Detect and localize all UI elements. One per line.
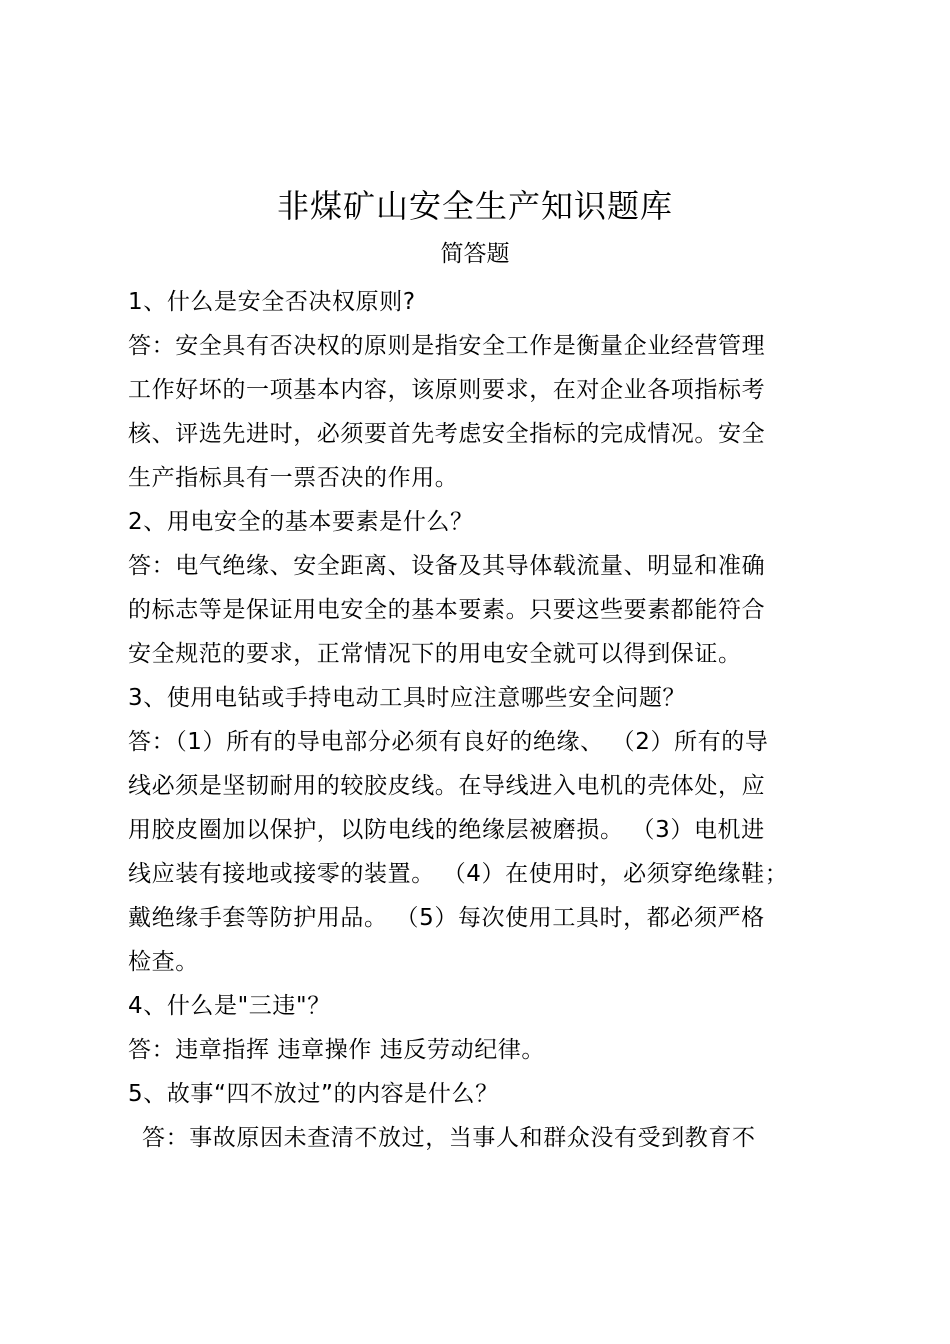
question-1: 1、什么是安全否决权原则?: [128, 289, 416, 315]
section-heading: 简答题: [440, 241, 510, 267]
answer-1-line-4: 生产指标具有一票否决的作用。: [128, 465, 459, 491]
answer-1-line-3: 核、评选先进时，必须要首先考虑安全指标的完成情况。安全: [128, 421, 766, 447]
answer-4-line-1: 答：违章指挥 违章操作 违反劳动纪律。: [128, 1037, 546, 1063]
answer-1-line-2: 工作好坏的一项基本内容，该原则要求，在对企业各项指标考: [128, 377, 766, 403]
answer-2-line-1: 答：电气绝缘、安全距离、设备及其导体载流量、明显和准确: [128, 553, 766, 579]
question-3: 3、使用电钻或手持电动工具时应注意哪些安全问题？: [128, 685, 687, 711]
question-2: 2、用电安全的基本要素是什么？: [128, 509, 474, 535]
answer-5-line-1: 答：事故原因未查清不放过，当事人和群众没有受到教育不: [142, 1125, 756, 1151]
answer-2-line-3: 安全规范的要求，正常情况下的用电安全就可以得到保证。: [128, 641, 742, 667]
answer-1-line-1: 答：安全具有否决权的原则是指安全工作是衡量企业经营管理: [128, 333, 766, 359]
answer-3-line-5: 戴绝缘手套等防护用品。 （5）每次使用工具时，都必须严格: [128, 905, 765, 931]
answer-3-line-3: 用胶皮圈加以保护，以防电线的绝缘层被磨损。 （3）电机进: [128, 817, 765, 843]
question-5: 5、故事“四不放过”的内容是什么？: [128, 1081, 499, 1107]
answer-3-line-6: 检查。: [128, 949, 199, 975]
answer-2-line-2: 的标志等是保证用电安全的基本要素。只要这些要素都能符合: [128, 597, 766, 623]
question-4: 4、什么是"三违"？: [128, 993, 331, 1019]
answer-3-line-1: 答：（1）所有的导电部分必须有良好的绝缘、 （2）所有的导: [128, 729, 769, 755]
answer-3-line-2: 线必须是坚韧耐用的较胶皮线。在导线进入电机的壳体处，应: [128, 773, 766, 799]
document-title: 非煤矿山安全生产知识题库: [276, 187, 673, 225]
document-body: [128, 280, 838, 1160]
answer-3-line-4: 线应装有接地或接零的装置。 （4）在使用时，必须穿绝缘鞋；: [128, 861, 789, 887]
